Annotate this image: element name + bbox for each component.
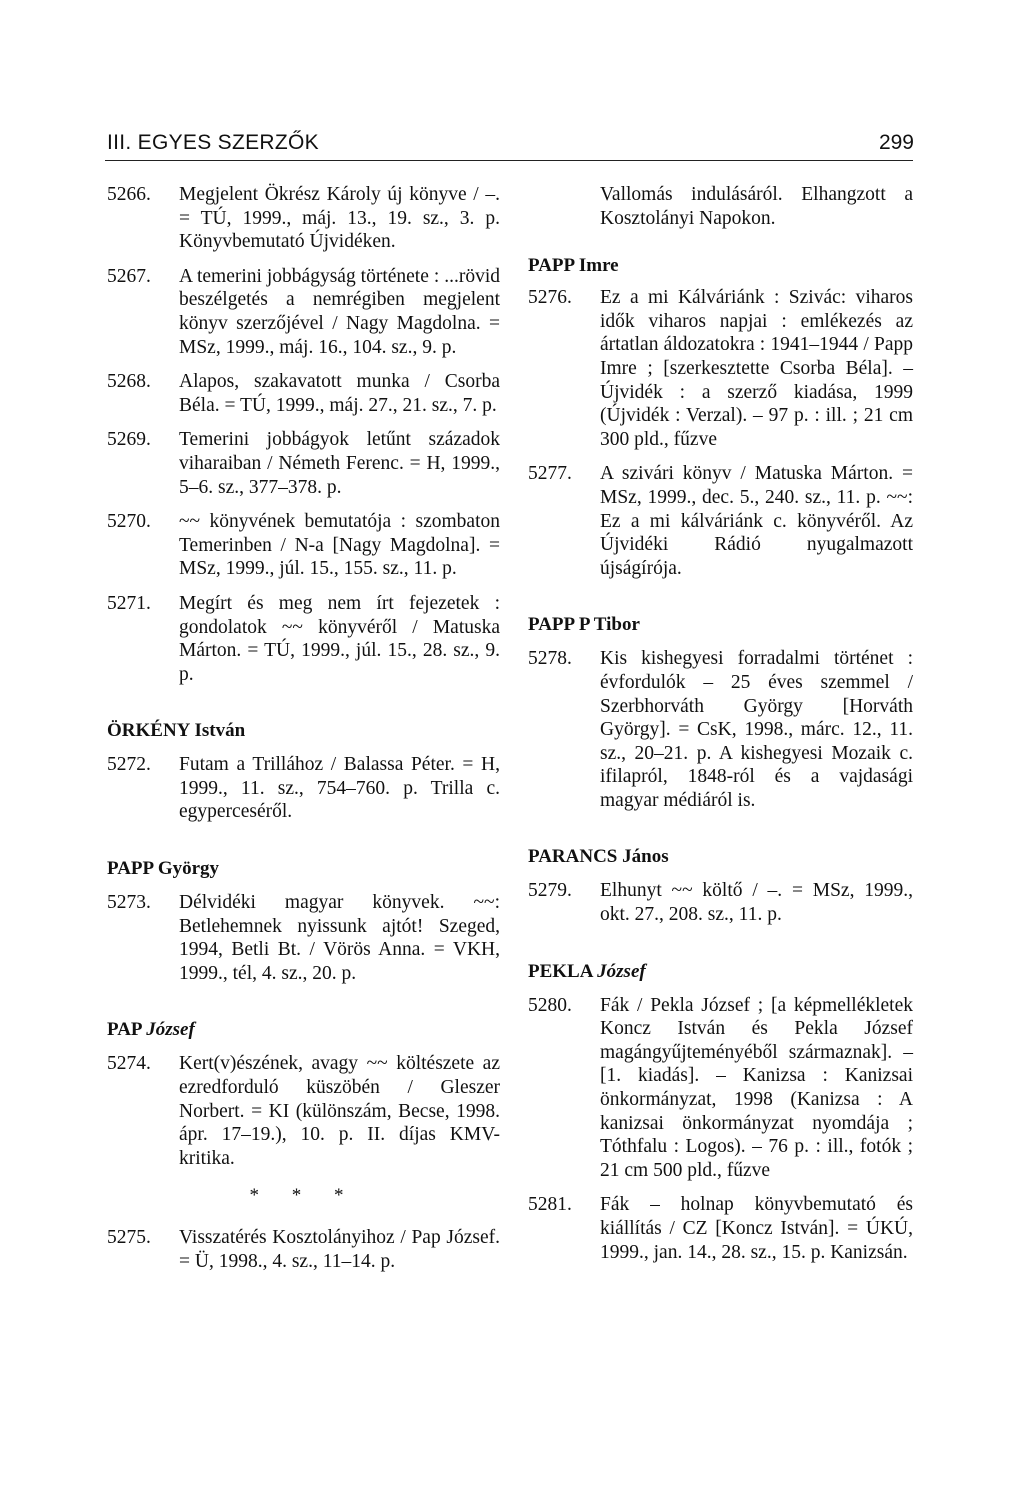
running-header-section: III. EGYES SZERZŐK	[107, 131, 319, 154]
entry-continuation	[528, 183, 913, 230]
author-surname: PARANCS	[528, 846, 618, 868]
entry-number: 5278.	[528, 648, 572, 670]
entry-number: 5273.	[107, 892, 151, 914]
entry-number: 5272.	[107, 754, 151, 776]
entry-5271	[107, 592, 500, 686]
author-heading-parancs	[528, 845, 913, 869]
author-surname: ÖRKÉNY	[107, 720, 190, 742]
page-number: 299	[878, 131, 914, 154]
entry-5269	[107, 428, 500, 499]
entry-text: Alapos, szakavatott munka / Csorba Béla. = TÚ, 1999., máj. 27., 21. sz., 7. p.	[179, 371, 500, 416]
left-column	[107, 183, 500, 1274]
entry-number: 5269.	[107, 429, 151, 451]
entry-number: 5279.	[528, 880, 572, 902]
entry-text: ~~ könyvének bemutatója : szombaton Temerinben / N-a [Nagy Magdolna]. = MSz, 1999., júl. 15., 155. sz., 11. p.	[179, 511, 500, 580]
entry-text: Megjelent Ökrész Károly új könyve / –. = TÚ, 1999., máj. 13., 19. sz., 3. p. Könyvbemutató Újvidéken.	[179, 184, 500, 253]
entry-5276	[528, 286, 913, 451]
entry-5281	[528, 1193, 913, 1264]
entry-text: Visszatérés Kosztolányihoz / Pap József. = Ü, 1998., 4. sz., 11–14. p.	[179, 1227, 500, 1272]
author-given-name: János	[622, 846, 669, 868]
entry-text: Futam a Trillához / Balassa Péter. = H, 1999., 11. sz., 754–760. p. Trilla c. egyperceséről.	[179, 754, 500, 823]
author-surname: PEKLA	[528, 960, 593, 982]
entry-5274	[107, 1052, 500, 1170]
entry-5280	[528, 994, 913, 1183]
entry-text: A temerini jobbágyság története : ...rövid beszélgetés a nemrégiben megjelent könyv szerzőjével / Nagy Magdolna. = MSz, 1999., máj. 16., 104. sz., 9. p.	[179, 265, 500, 358]
entry-5270	[107, 510, 500, 581]
right-column	[528, 183, 913, 1264]
section-separator: * * *	[249, 1185, 358, 1207]
entry-5268	[107, 370, 500, 417]
author-given-name: P Tibor	[578, 614, 640, 636]
entry-text: Ez a mi Kálváriánk : Szivác: viharos idők viharos napjai : emlékezés az ártatlan áldozatokra : 1941–1944 / Papp Imre ; [szerkesztette Csorba Béla]. – Újvidék : a szerző kiadása, 1999 (Újvidék : Verzal). – 97 p. : ill. ; 21 cm 300 pld., fűzve	[600, 287, 913, 450]
entry-5278	[528, 647, 913, 812]
author-surname: PAP	[107, 1019, 142, 1041]
author-given-name: György	[157, 858, 220, 880]
entry-text: Délvidéki magyar könyvek. ~~: Betlehemnek nyissunk ajtót! Szeged, 1994, Betli Bt. / Vörös Anna. = VKH, 1999., tél, 4. sz., 20. p.	[179, 892, 500, 984]
author-surname: PAPP	[107, 858, 154, 880]
entry-number: 5280.	[528, 994, 572, 1016]
entry-text: Fák – holnap könyvbemutató és kiállítás / CZ [Koncz István]. = ÚKÚ, 1999., jan. 14., 28. sz., 15. p. Kanizsán.	[600, 1194, 913, 1263]
entry-text: A szivári könyv / Matuska Márton. = MSz, 1999., dec. 5., 240. sz., 11. p. ~~: Ez a mi kálváriánk c. könyvéről. Az Újvidéki Rádió nyugalmazott újságírója.	[600, 463, 913, 579]
entry-5275	[107, 1226, 500, 1273]
entry-number: 5270.	[107, 511, 151, 533]
author-given-name: István	[194, 720, 246, 742]
entry-number: 5276.	[528, 287, 572, 309]
entry-number: 5274.	[107, 1053, 151, 1075]
entry-text: Temerini jobbágyok letűnt századok viharaiban / Németh Ferenc. = H, 1999., 5–6. sz., 377–378. p.	[179, 429, 500, 498]
author-surname: PAPP	[528, 255, 575, 277]
entry-number: 5268.	[107, 371, 151, 393]
author-surname: PAPP	[528, 614, 575, 636]
entry-number: 5267.	[107, 265, 151, 287]
author-given-name: Imre	[578, 255, 619, 277]
entry-number: 5266.	[107, 184, 151, 205]
entry-5272	[107, 753, 500, 824]
entry-text: Kert(v)észének, avagy ~~ költészete az ezredforduló küszöbén / Gleszer Norbert. = KI (különszám, Becse, 1998. ápr. 17–19.), 10. p. II. díjas KMV-kritika.	[179, 1053, 500, 1169]
author-heading-orkeny	[107, 719, 500, 743]
author-heading-papp-gyorgy	[107, 857, 500, 881]
entry-text: Fák / Pekla József ; [a képmellékletek Koncz István és Pekla József magángyűjteményéből származnak]. – [1. kiadás]. – Kanizsa : Kanizsai önkormányzat, 1998 (Kanizsa : A kanizsai önkormányzat nyomdája ; Tóthfalu : Logos). – 76 p. : ill., fotók ; 21 cm 500 pld., fűzve	[600, 994, 913, 1181]
author-heading-pap-jozsef	[107, 1018, 500, 1042]
entry-5277	[528, 462, 913, 580]
entry-text: Kis kishegyesi forradalmi történet : évfordulók – 25 éves szemmel / Szerbhorváth György [Horváth György]. = CsK, 1998., márc. 12., 11. sz., 20–21. p. A kishegyesi Mozaik c. ifilapról, 1848-ról és a vajdasági magyar médiáról is.	[600, 648, 913, 811]
entry-text: Elhunyt ~~ költő / –. = MSz, 1999., okt. 27., 208. sz., 11. p.	[600, 880, 913, 926]
entry-5267	[107, 265, 500, 359]
author-heading-pekla	[528, 960, 913, 984]
entry-number: 5277.	[528, 463, 572, 485]
entry-5279	[528, 879, 913, 926]
entry-number: 5281.	[528, 1194, 572, 1216]
entry-number: 5271.	[107, 592, 151, 614]
entry-text: Megírt és meg nem írt fejezetek : gondolatok ~~ könyvéről / Matuska Márton. = TÚ, 1999., júl. 15., 28. sz., 9. p.	[179, 592, 500, 685]
author-given-name: József	[146, 1019, 195, 1041]
entry-5273	[107, 891, 500, 985]
author-given-name: József	[597, 960, 646, 982]
entry-5266	[107, 183, 500, 254]
entry-number: 5275.	[107, 1227, 151, 1249]
header-rule	[105, 160, 913, 161]
author-heading-papp-p-tibor	[528, 613, 913, 637]
author-heading-papp-imre	[528, 254, 913, 278]
entry-text: Vallomás indulásáról. Elhangzott a Kosztolányi Napokon.	[600, 184, 913, 229]
